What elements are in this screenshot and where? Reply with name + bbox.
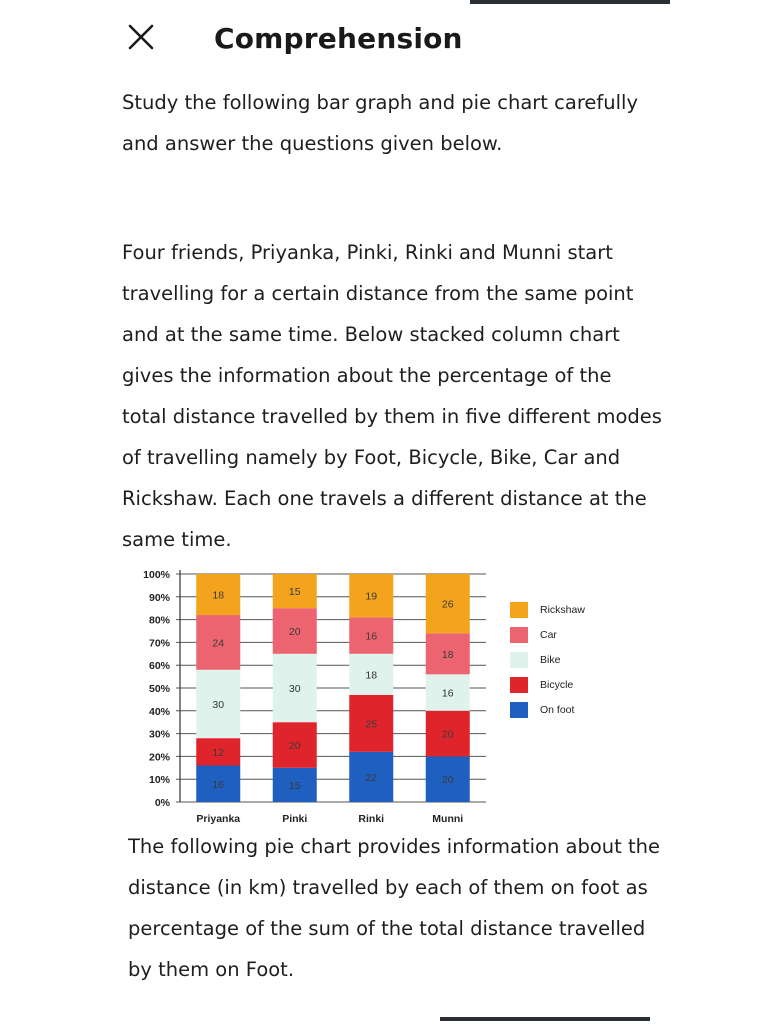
y-tick-label: 40% [148,705,170,718]
data-label: 20 [441,774,454,787]
data-label: 19 [365,590,378,603]
data-label: 18 [441,648,454,661]
data-label: 16 [212,778,225,791]
data-label: 25 [365,718,378,731]
legend-swatch [510,652,528,668]
data-label: 20 [441,728,454,741]
y-tick-label: 60% [148,660,170,673]
y-tick-label: 0% [154,797,170,809]
close-button[interactable] [122,18,162,58]
y-tick-label: 100% [143,569,170,581]
x-tick-label: Priyanka [196,813,241,825]
instruction-text: Study the following bar graph and pie chart carefully and answer the questions given below. [122,91,639,155]
data-label: 15 [288,779,301,792]
y-tick-label: 30% [148,728,170,741]
legend-label: Rickshaw [540,604,585,616]
y-tick-label: 50% [148,683,170,695]
data-label: 12 [212,746,225,759]
legend-label: Car [540,629,557,641]
data-label: 26 [441,598,454,611]
passage-text: Four friends, Priyanka, Pinki, Rinki and Munni start travelling for a certain distance from the same point and at the same time. Below stacked column chart gives the information about the percentage of the total distance travelled by them in five different modes of travelling namely by Foot, Bicycle, Bike, Car and Rickshaw. Each one travels a different distance at the same time. [122,241,662,551]
legend-label: Bike [540,654,561,666]
data-label: 30 [212,698,225,711]
data-label: 22 [365,771,378,784]
pie-intro-text: The following pie chart provides information about the distance (in km) travelled by each of them on foot as percentage of the sum of the total distance travelled by them on Foot. [128,835,661,981]
legend-swatch [510,702,528,718]
x-tick-label: Pinki [282,813,308,825]
y-tick-label: 90% [148,591,170,604]
data-label: 30 [288,683,301,695]
y-tick-label: 10% [148,774,170,787]
data-label: 20 [288,626,301,638]
header [110,8,670,72]
data-label: 18 [365,669,378,682]
legend-label: On foot [540,704,575,716]
data-label: 15 [288,586,301,599]
chart-svg [118,562,608,832]
y-tick-label: 70% [148,637,170,650]
data-label: 16 [365,630,378,643]
stacked-column-chart [118,562,608,832]
close-icon [122,18,162,58]
data-label: 24 [212,637,225,650]
data-label: 16 [441,687,454,700]
legend-label: Bicycle [540,679,574,691]
legend-swatch [510,627,528,643]
bottom-edge-decoration [440,1017,650,1021]
x-tick-label: Munni [432,813,464,825]
legend-swatch [510,602,528,618]
legend-swatch [510,677,528,693]
x-tick-label: Rinki [358,813,385,825]
data-label: 20 [288,740,301,752]
data-label: 18 [212,589,225,602]
page-title: Comprehension [214,22,463,55]
top-edge-decoration [470,0,670,4]
y-tick-label: 20% [148,751,170,764]
y-tick-label: 80% [148,614,170,627]
